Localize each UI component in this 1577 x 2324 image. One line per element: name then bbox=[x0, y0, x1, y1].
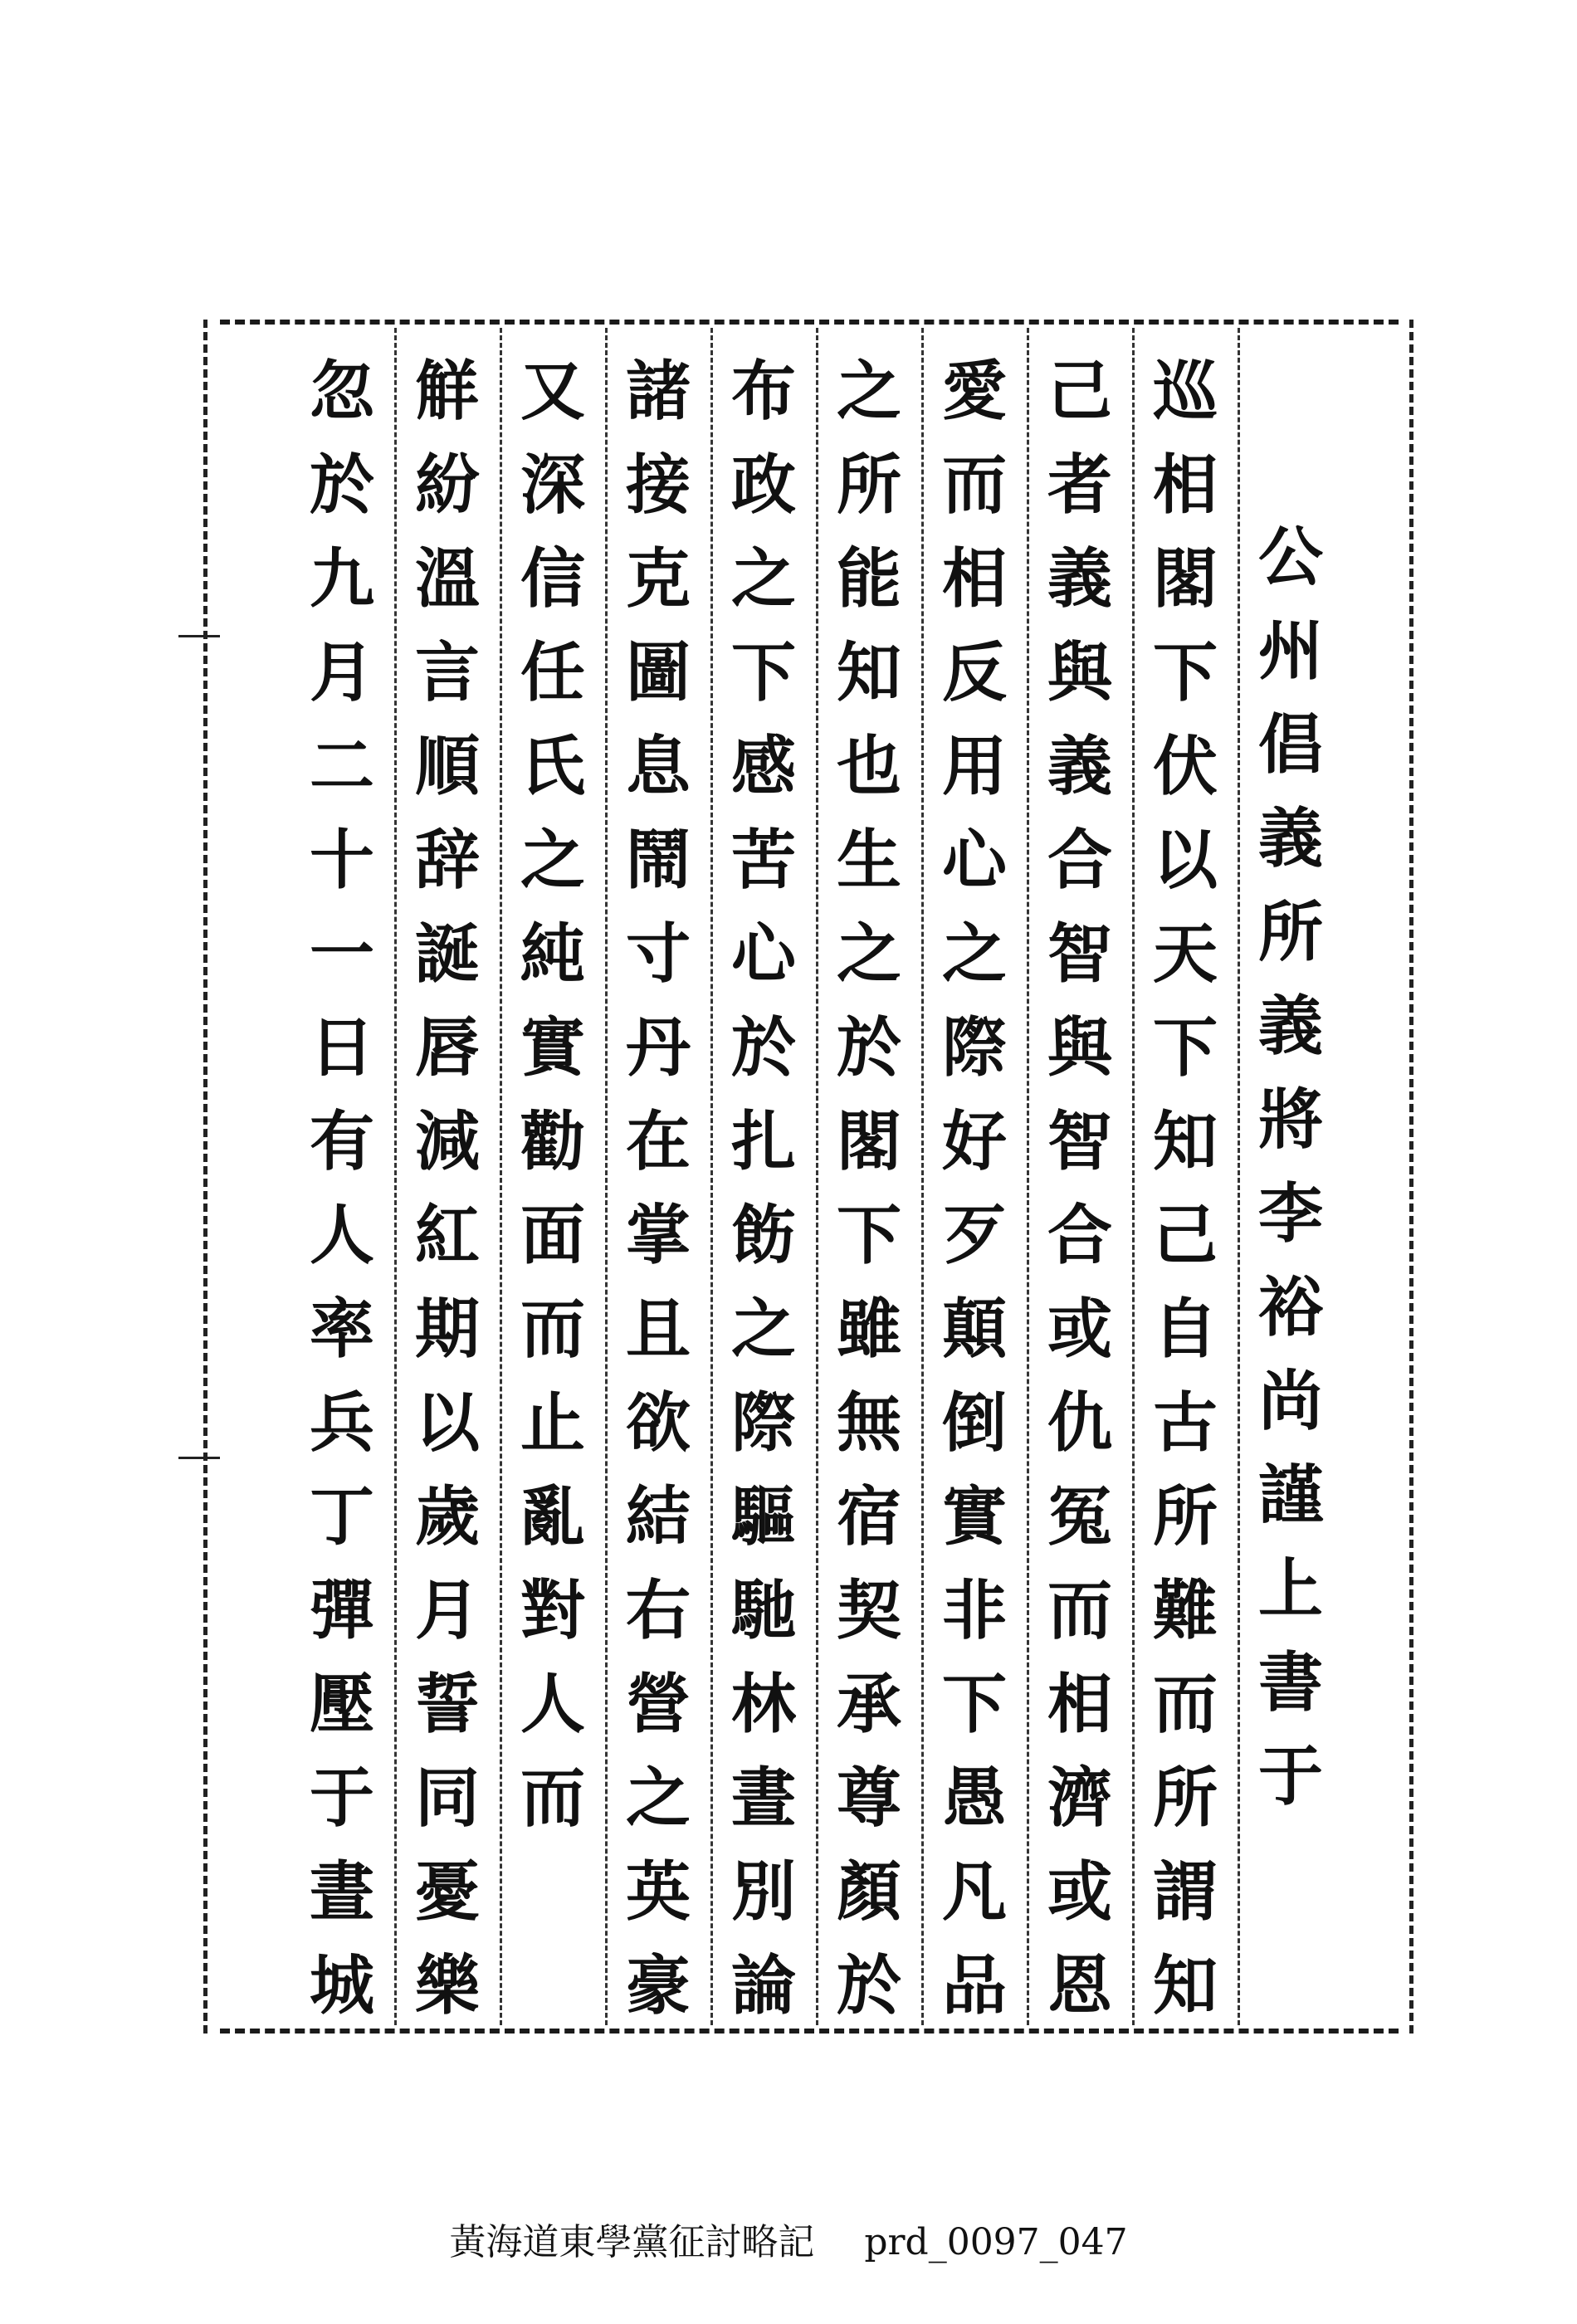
glyph: 所 bbox=[1152, 1760, 1218, 1836]
glyph: 于 bbox=[309, 1760, 374, 1836]
glyph: 李 bbox=[1257, 1176, 1323, 1252]
text-column bbox=[503, 344, 603, 1845]
glyph: 而 bbox=[520, 1291, 585, 1367]
glyph: 結 bbox=[625, 1479, 691, 1555]
glyph: 以 bbox=[414, 1385, 480, 1461]
glyph: 義 bbox=[1047, 729, 1112, 804]
glyph: 下 bbox=[1152, 1010, 1218, 1086]
glyph: 苦 bbox=[730, 823, 796, 898]
glyph: 月 bbox=[414, 1573, 480, 1648]
glyph: 止 bbox=[520, 1385, 585, 1461]
glyph: 任 bbox=[520, 635, 585, 710]
glyph: 而 bbox=[520, 1760, 585, 1836]
glyph: 樂 bbox=[414, 1948, 480, 2024]
glyph: 言 bbox=[414, 635, 480, 710]
glyph: 兵 bbox=[309, 1385, 374, 1461]
column-rule bbox=[921, 328, 924, 2025]
glyph: 人 bbox=[520, 1667, 585, 1742]
glyph: 寸 bbox=[625, 916, 691, 992]
glyph: 又 bbox=[520, 354, 585, 429]
glyph: 飭 bbox=[730, 1198, 796, 1273]
glyph: 閣 bbox=[836, 1104, 901, 1179]
glyph: 公 bbox=[1257, 520, 1323, 595]
glyph: 州 bbox=[1257, 613, 1323, 689]
glyph: 之 bbox=[836, 354, 901, 429]
glyph: 之 bbox=[836, 916, 901, 992]
glyph: 十 bbox=[309, 823, 374, 898]
glyph: 知 bbox=[1152, 1104, 1218, 1179]
glyph: 觧 bbox=[414, 354, 480, 429]
glyph: 下 bbox=[941, 1667, 1007, 1742]
glyph: 也 bbox=[836, 729, 901, 804]
glyph: 于 bbox=[1257, 1739, 1323, 1814]
glyph: 憂 bbox=[414, 1854, 480, 1930]
glyph: 人 bbox=[309, 1198, 374, 1273]
glyph: 反 bbox=[941, 635, 1007, 710]
glyph: 者 bbox=[1047, 447, 1112, 523]
glyph: 丁 bbox=[309, 1479, 374, 1555]
glyph: 濟 bbox=[1047, 1760, 1112, 1836]
glyph: 合 bbox=[1047, 1198, 1112, 1273]
glyph: 倡 bbox=[1257, 707, 1323, 783]
page-footer bbox=[0, 2212, 1577, 2265]
glyph: 之 bbox=[730, 541, 796, 617]
glyph: 品 bbox=[941, 1948, 1007, 2024]
glyph: 於 bbox=[309, 447, 374, 523]
glyph: 紛 bbox=[414, 447, 480, 523]
glyph: 所 bbox=[1152, 1479, 1218, 1555]
glyph: 書 bbox=[1257, 1645, 1323, 1721]
glyph: 且 bbox=[625, 1291, 691, 1367]
glyph: 雖 bbox=[836, 1291, 901, 1367]
glyph: 所 bbox=[836, 447, 901, 523]
glyph: 歹 bbox=[941, 1198, 1007, 1273]
glyph: 或 bbox=[1047, 1854, 1112, 1930]
glyph: 論 bbox=[730, 1948, 796, 2024]
text-column bbox=[292, 344, 392, 2033]
glyph: 難 bbox=[1152, 1573, 1218, 1648]
glyph: 將 bbox=[1257, 1082, 1323, 1158]
glyph: 智 bbox=[1047, 1104, 1112, 1179]
glyph: 驅 bbox=[730, 1479, 796, 1555]
glyph: 相 bbox=[1152, 447, 1218, 523]
glyph: 丹 bbox=[625, 1010, 691, 1086]
glyph: 用 bbox=[941, 729, 1007, 804]
glyph: 凡 bbox=[941, 1854, 1007, 1930]
glyph: 順 bbox=[414, 729, 480, 804]
glyph: 己 bbox=[1152, 1198, 1218, 1273]
glyph: 月 bbox=[309, 635, 374, 710]
glyph: 林 bbox=[730, 1667, 796, 1742]
glyph: 有 bbox=[309, 1104, 374, 1179]
glyph: 誓 bbox=[414, 1667, 480, 1742]
column-rule bbox=[1132, 328, 1135, 2025]
text-column bbox=[398, 344, 497, 2033]
glyph: 別 bbox=[730, 1854, 796, 1930]
glyph: 下 bbox=[836, 1198, 901, 1273]
glyph: 義 bbox=[1257, 801, 1323, 876]
text-column bbox=[1135, 344, 1235, 2033]
glyph: 鬧 bbox=[625, 823, 691, 898]
glyph: 諸 bbox=[625, 354, 691, 429]
text-column bbox=[1241, 510, 1340, 1824]
glyph: 好 bbox=[941, 1104, 1007, 1179]
glyph: 知 bbox=[1152, 1948, 1218, 2024]
glyph: 掌 bbox=[625, 1198, 691, 1273]
glyph: 相 bbox=[941, 541, 1007, 617]
margin-tick bbox=[178, 1457, 220, 1459]
glyph: 契 bbox=[836, 1573, 901, 1648]
glyph: 豪 bbox=[625, 1948, 691, 2024]
glyph: 欲 bbox=[625, 1385, 691, 1461]
glyph: 顏 bbox=[836, 1854, 901, 1930]
glyph: 彈 bbox=[309, 1573, 374, 1648]
glyph: 而 bbox=[1152, 1667, 1218, 1742]
page-code: prd_0097_047 bbox=[864, 2221, 1128, 2263]
glyph: 信 bbox=[520, 541, 585, 617]
glyph: 唇 bbox=[414, 1010, 480, 1086]
glyph: 感 bbox=[730, 729, 796, 804]
glyph: 而 bbox=[1047, 1573, 1112, 1648]
manuscript-frame bbox=[237, 320, 1382, 2034]
book-title: 黃海道東學黨征討略記 bbox=[449, 2221, 815, 2263]
glyph: 誕 bbox=[414, 916, 480, 992]
glyph: 純 bbox=[520, 916, 585, 992]
glyph: 相 bbox=[1047, 1667, 1112, 1742]
glyph: 伏 bbox=[1152, 729, 1218, 804]
glyph: 辞 bbox=[414, 823, 480, 898]
glyph: 接 bbox=[625, 447, 691, 523]
glyph: 生 bbox=[836, 823, 901, 898]
glyph: 仇 bbox=[1047, 1385, 1112, 1461]
glyph: 紅 bbox=[414, 1198, 480, 1273]
glyph: 倒 bbox=[941, 1385, 1007, 1461]
glyph: 無 bbox=[836, 1385, 901, 1461]
glyph: 日 bbox=[309, 1010, 374, 1086]
glyph: 知 bbox=[836, 635, 901, 710]
glyph: 義 bbox=[1047, 541, 1112, 617]
margin-tick bbox=[178, 635, 220, 637]
glyph: 自 bbox=[1152, 1291, 1218, 1367]
glyph: 下 bbox=[1152, 635, 1218, 710]
glyph: 承 bbox=[836, 1667, 901, 1742]
glyph: 心 bbox=[941, 823, 1007, 898]
glyph: 下 bbox=[730, 635, 796, 710]
text-column bbox=[1030, 344, 1130, 2033]
glyph: 亂 bbox=[520, 1479, 585, 1555]
glyph: 之 bbox=[520, 823, 585, 898]
glyph: 政 bbox=[730, 447, 796, 523]
glyph: 之 bbox=[730, 1291, 796, 1367]
glyph: 天 bbox=[1152, 916, 1218, 992]
glyph: 愚 bbox=[941, 1760, 1007, 1836]
glyph: 合 bbox=[1047, 823, 1112, 898]
glyph: 面 bbox=[520, 1198, 585, 1273]
glyph: 城 bbox=[309, 1948, 374, 2024]
glyph: 際 bbox=[730, 1385, 796, 1461]
column-rule bbox=[500, 328, 502, 2025]
left-border bbox=[203, 320, 208, 2034]
glyph: 英 bbox=[625, 1854, 691, 1930]
glyph: 期 bbox=[414, 1291, 480, 1367]
glyph: 與 bbox=[1047, 635, 1112, 710]
glyph: 率 bbox=[309, 1291, 374, 1367]
right-border bbox=[1409, 320, 1413, 2034]
glyph: 冤 bbox=[1047, 1479, 1112, 1555]
glyph: 二 bbox=[309, 729, 374, 804]
glyph: 歲 bbox=[414, 1479, 480, 1555]
glyph: 同 bbox=[414, 1760, 480, 1836]
text-column bbox=[608, 344, 708, 2033]
glyph: 謹 bbox=[1257, 1457, 1323, 1533]
column-rule bbox=[816, 328, 818, 2025]
column-rule bbox=[605, 328, 608, 2025]
glyph: 勸 bbox=[520, 1104, 585, 1179]
glyph: 恩 bbox=[1047, 1948, 1112, 2024]
glyph: 布 bbox=[730, 354, 796, 429]
glyph: 於 bbox=[836, 1948, 901, 2024]
glyph: 古 bbox=[1152, 1385, 1218, 1461]
glyph: 扎 bbox=[730, 1104, 796, 1179]
glyph: 顛 bbox=[941, 1291, 1007, 1367]
glyph: 智 bbox=[1047, 916, 1112, 992]
column-rule bbox=[1238, 328, 1240, 2025]
glyph: 於 bbox=[836, 1010, 901, 1086]
text-column bbox=[925, 344, 1024, 2033]
glyph: 右 bbox=[625, 1573, 691, 1648]
glyph: 之 bbox=[625, 1760, 691, 1836]
glyph: 九 bbox=[309, 541, 374, 617]
glyph: 實 bbox=[941, 1479, 1007, 1555]
glyph: 義 bbox=[1257, 989, 1323, 1064]
glyph: 宿 bbox=[836, 1479, 901, 1555]
top-border bbox=[220, 320, 1399, 325]
glyph: 非 bbox=[941, 1573, 1007, 1648]
glyph: 愛 bbox=[941, 354, 1007, 429]
glyph: 於 bbox=[730, 1010, 796, 1086]
glyph: 息 bbox=[625, 729, 691, 804]
glyph: 減 bbox=[414, 1104, 480, 1179]
column-rule bbox=[710, 328, 713, 2025]
glyph: 際 bbox=[941, 1010, 1007, 1086]
glyph: 裕 bbox=[1257, 1270, 1323, 1345]
glyph: 實 bbox=[520, 1010, 585, 1086]
glyph: 巡 bbox=[1152, 354, 1218, 429]
glyph: 己 bbox=[1047, 354, 1112, 429]
glyph: 馳 bbox=[730, 1573, 796, 1648]
glyph: 心 bbox=[730, 916, 796, 992]
glyph: 之 bbox=[941, 916, 1007, 992]
glyph: 謂 bbox=[1152, 1854, 1218, 1930]
glyph: 在 bbox=[625, 1104, 691, 1179]
glyph: 與 bbox=[1047, 1010, 1112, 1086]
glyph: 氏 bbox=[520, 729, 585, 804]
glyph: 對 bbox=[520, 1573, 585, 1648]
glyph: 壓 bbox=[309, 1667, 374, 1742]
glyph: 營 bbox=[625, 1667, 691, 1742]
glyph: 忽 bbox=[309, 354, 374, 429]
text-column bbox=[714, 344, 813, 2033]
text-column bbox=[819, 344, 919, 2033]
glyph: 所 bbox=[1257, 895, 1323, 970]
glyph: 深 bbox=[520, 447, 585, 523]
glyph: 能 bbox=[836, 541, 901, 617]
glyph: 晝 bbox=[730, 1760, 796, 1836]
glyph: 以 bbox=[1152, 823, 1218, 898]
column-rule bbox=[394, 328, 397, 2025]
glyph: 尚 bbox=[1257, 1364, 1323, 1439]
glyph: 一 bbox=[309, 916, 374, 992]
glyph: 閣 bbox=[1152, 541, 1218, 617]
glyph: 或 bbox=[1047, 1291, 1112, 1367]
glyph: 尊 bbox=[836, 1760, 901, 1836]
glyph: 克 bbox=[625, 541, 691, 617]
glyph: 而 bbox=[941, 447, 1007, 523]
glyph: 晝 bbox=[309, 1854, 374, 1930]
glyph: 圖 bbox=[625, 635, 691, 710]
column-rule bbox=[1027, 328, 1029, 2025]
glyph: 上 bbox=[1257, 1551, 1323, 1627]
glyph: 溫 bbox=[414, 541, 480, 617]
